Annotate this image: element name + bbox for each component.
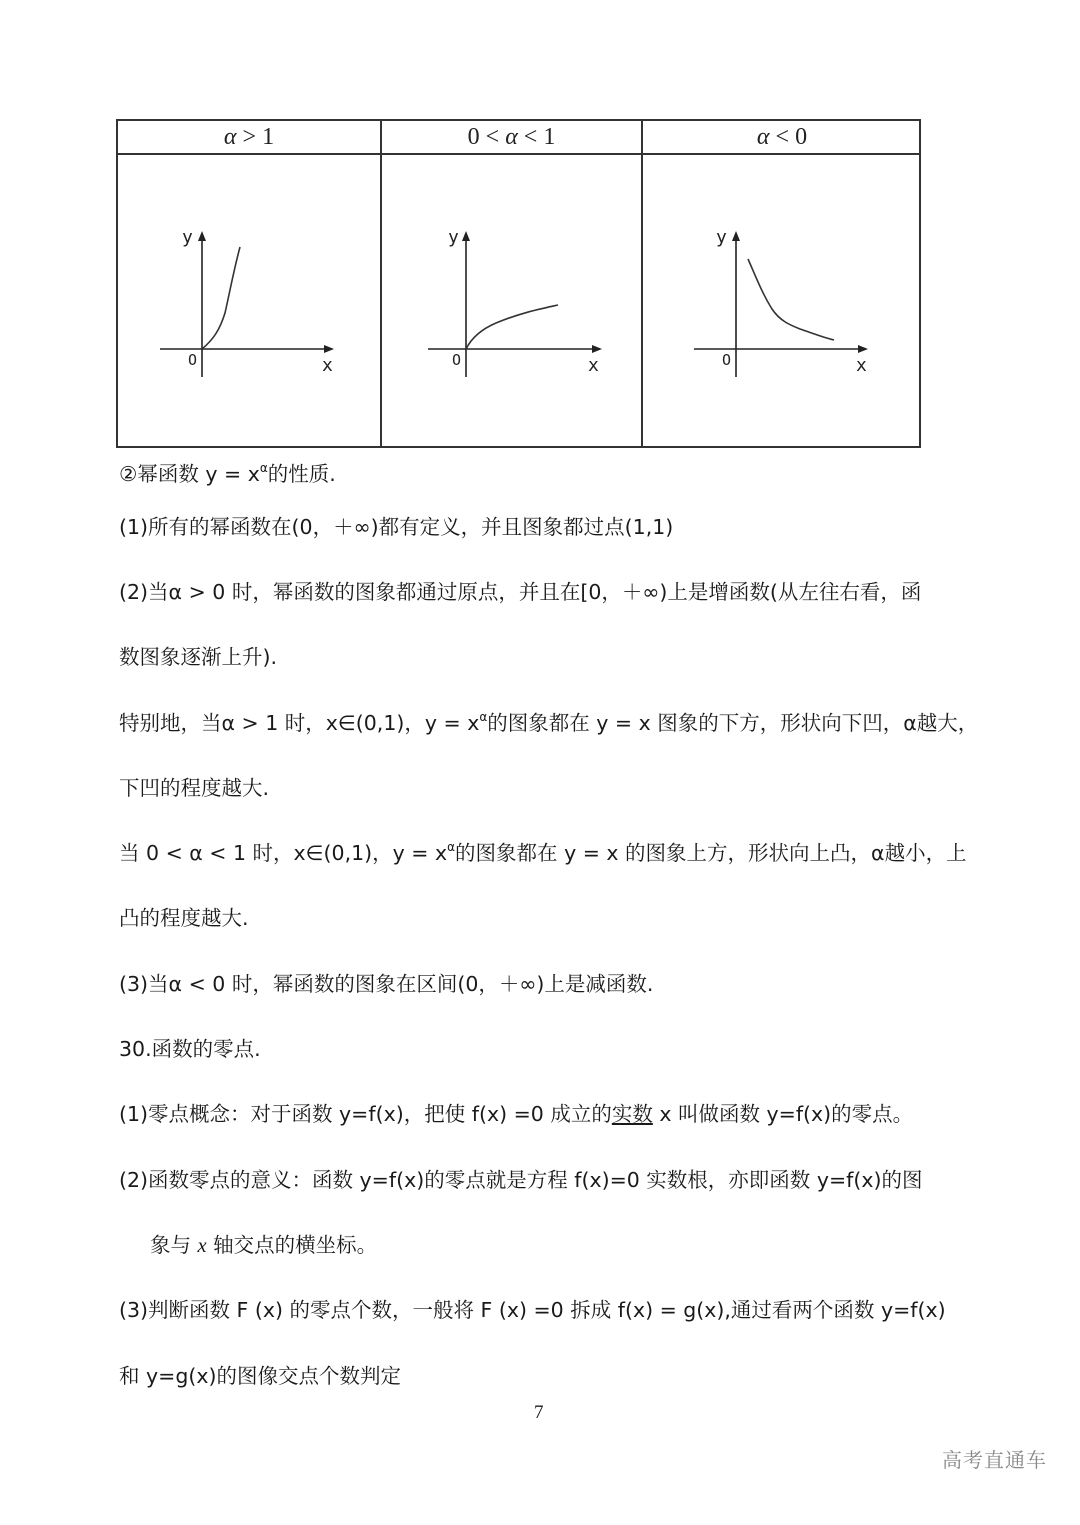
watermark: 高考直通车 — [942, 1448, 1047, 1472]
section-power-function-properties: ②幂函数 $y = x^\alpha$的性质. — [119, 461, 336, 486]
paragraph-special-alpha-gt-1: 特别地，当α > 1 时，x∈(0,1)，$y = x^\alpha$的图象都在 y = x 图象的下方，形状向下凹，α越大， — [119, 710, 979, 735]
header-alpha-gt-1: α > 1 — [223, 124, 275, 150]
paragraph-zero-count: (3)判断函数 F (x) 的零点个数，一般将 F (x) =0 拆成 f(x) = g(x),通过看两个函数 y=f(x) — [119, 1298, 946, 1322]
y-label: y — [182, 227, 193, 248]
graph-alpha-between-0-1 — [420, 221, 610, 386]
paragraph-property-3: (3)当α < 0 时，幂函数的图象在区间(0，＋∞)上是减函数. — [119, 972, 654, 996]
y-label: y — [716, 227, 727, 248]
x-label: x — [588, 355, 599, 376]
paragraph-property-2-cont: 数图象逐渐上升). — [119, 645, 278, 669]
page-number: 7 — [534, 1402, 544, 1423]
x-label: x — [322, 355, 333, 376]
paragraph-zero-meaning-cont: 象与 x 轴交点的横坐标。 — [150, 1233, 378, 1257]
graph-alpha-gt-1 — [152, 221, 342, 386]
paragraph-special-alpha-gt-1-cont: 下凹的程度越大. — [119, 776, 270, 800]
paragraph-alpha-between-0-1-cont: 凸的程度越大. — [119, 906, 249, 930]
y-axis-arrow-icon — [732, 231, 740, 241]
y-label: y — [448, 227, 459, 248]
column-divider — [641, 121, 643, 446]
section-zero-points-heading: 30.函数的零点. — [119, 1037, 261, 1061]
curve-concave-increasing — [466, 305, 558, 349]
y-axis-arrow-icon — [198, 231, 206, 241]
curve-decreasing — [748, 259, 834, 340]
paragraph-zero-concept: (1)零点概念：对于函数 y=f(x)，把使 f(x) =0 成立的实数 x 叫做函数 y=f(x)的零点。 — [119, 1102, 914, 1126]
paragraph-zero-meaning: (2)函数零点的意义：函数 y=f(x)的零点就是方程 f(x)=0 实数根，亦即函数 y=f(x)的图 — [119, 1168, 923, 1192]
column-divider — [380, 121, 382, 446]
x-axis-arrow-icon — [592, 345, 602, 353]
header-alpha-between-0-1: 0 < α < 1 — [467, 124, 556, 150]
paragraph-property-2: (2)当α > 0 时，幂函数的图象都通过原点，并且在[0，＋∞)上是增函数(从左往右看，函 — [119, 580, 922, 604]
x-axis-arrow-icon — [858, 345, 868, 353]
origin-label: O — [722, 351, 732, 369]
header-alpha-lt-0: α < 0 — [756, 124, 808, 150]
paragraph-alpha-between-0-1: 当 0 < α < 1 时，x∈(0,1)，$y = x^\alpha$的图象都在 y = x 的图象上方，形状向上凸，α越小，上 — [119, 840, 967, 865]
paragraph-zero-count-cont: 和 y=g(x)的图像交点个数判定 — [119, 1364, 401, 1388]
x-axis-arrow-icon — [324, 345, 334, 353]
paragraph-property-1: (1)所有的幂函数在(0，＋∞)都有定义，并且图象都过点(1,1) — [119, 515, 674, 539]
y-axis-arrow-icon — [462, 231, 470, 241]
curve-convex-increasing — [202, 247, 240, 349]
origin-label: O — [452, 351, 462, 369]
power-function-table — [116, 119, 921, 448]
x-label: x — [856, 355, 867, 376]
graph-alpha-lt-0 — [686, 221, 876, 386]
origin-label: O — [188, 351, 198, 369]
